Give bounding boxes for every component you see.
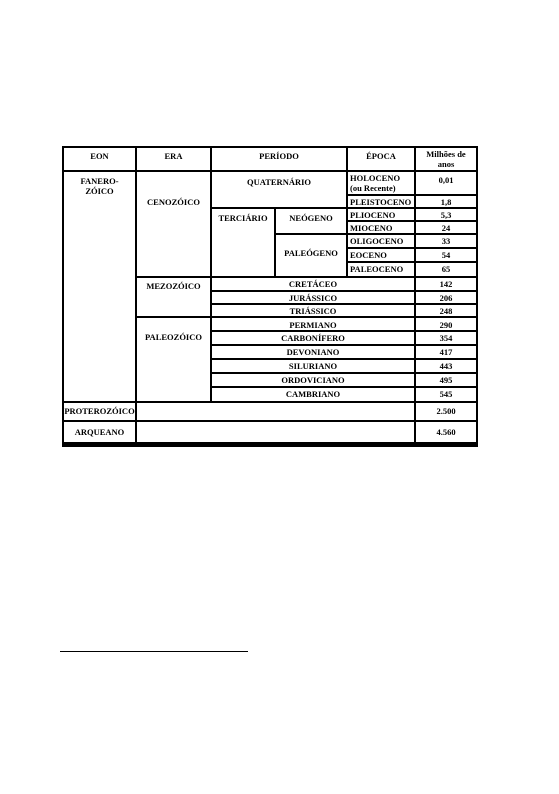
geologic-time-table <box>62 146 478 447</box>
epoch-mioceno: MIOCENO <box>348 222 414 233</box>
period-triassico: TRIÁSSICO <box>212 305 414 316</box>
mya-permiano: 290 <box>416 318 476 330</box>
epoch-plioceno: PLIOCENO <box>348 209 414 220</box>
arqueano-blank-cell <box>137 422 414 442</box>
era-mezozoico: MEZOZÓICO <box>137 278 210 316</box>
era-paleozoico: PALEOZÓICO <box>137 318 210 401</box>
period-cretaceo: CRETÁCEO <box>212 278 414 290</box>
period-permiano: PERMIANO <box>212 318 414 330</box>
header-era: ERA <box>137 148 210 170</box>
mya-ordoviciano: 495 <box>416 374 476 386</box>
header-period: PERÍODO <box>212 148 346 170</box>
mya-cambriano: 545 <box>416 388 476 401</box>
proterozoico-blank-cell <box>137 403 414 420</box>
period-quaternario: QUATERNÁRIO <box>212 172 346 207</box>
mya-eoceno: 54 <box>416 249 476 261</box>
header-eon: EON <box>64 148 135 170</box>
period-cambriano: CAMBRIANO <box>212 388 414 401</box>
period-devoniano: DEVONIANO <box>212 346 414 358</box>
footnote-separator <box>60 651 248 652</box>
period-jurassico: JURÁSSICO <box>212 292 414 303</box>
mya-holoceno: 0,01 <box>416 172 476 194</box>
mya-oligoceno: 33 <box>416 235 476 247</box>
period-siluriano: SILURIANO <box>212 360 414 372</box>
mya-devoniano: 417 <box>416 346 476 358</box>
header-mya: Milhões de anos <box>416 148 476 170</box>
mya-jurassico: 206 <box>416 292 476 303</box>
mya-paleoceno: 65 <box>416 263 476 276</box>
epoch-pleistoceno: PLEISTOCENO <box>348 196 414 207</box>
mya-plioceno: 5,3 <box>416 209 476 220</box>
period-neogeno: NEÓGENO <box>276 209 346 233</box>
mya-siluriano: 443 <box>416 360 476 372</box>
mya-pleistoceno: 1,8 <box>416 196 476 207</box>
mya-carbonifero: 354 <box>416 332 476 344</box>
period-carbonifero: CARBONÍFERO <box>212 332 414 344</box>
mya-proterozoico: 2.500 <box>416 403 476 420</box>
mya-arqueano: 4.560 <box>416 422 476 442</box>
mya-cretaceo: 142 <box>416 278 476 290</box>
period-ordoviciano: ORDOVICIANO <box>212 374 414 386</box>
epoch-eoceno: EOCENO <box>348 249 414 261</box>
eon-proterozoico: PROTEROZÓICO <box>64 403 135 420</box>
era-cenozoico: CENOZÓICO <box>137 172 210 276</box>
period-terciario: TERCIÁRIO <box>212 209 274 276</box>
period-paleogeno: PALEÓGENO <box>276 235 346 276</box>
mya-mioceno: 24 <box>416 222 476 233</box>
epoch-holoceno: HOLOCENO (ou Recente) <box>348 172 414 194</box>
mya-triassico: 248 <box>416 305 476 316</box>
epoch-paleoceno: PALEOCENO <box>348 263 414 276</box>
epoch-oligoceno: OLIGOCENO <box>348 235 414 247</box>
eon-fanerozoico: FANERO- ZÓICO <box>64 172 135 401</box>
header-epoch: ÉPOCA <box>348 148 414 170</box>
eon-arqueano: ARQUEANO <box>64 422 135 442</box>
